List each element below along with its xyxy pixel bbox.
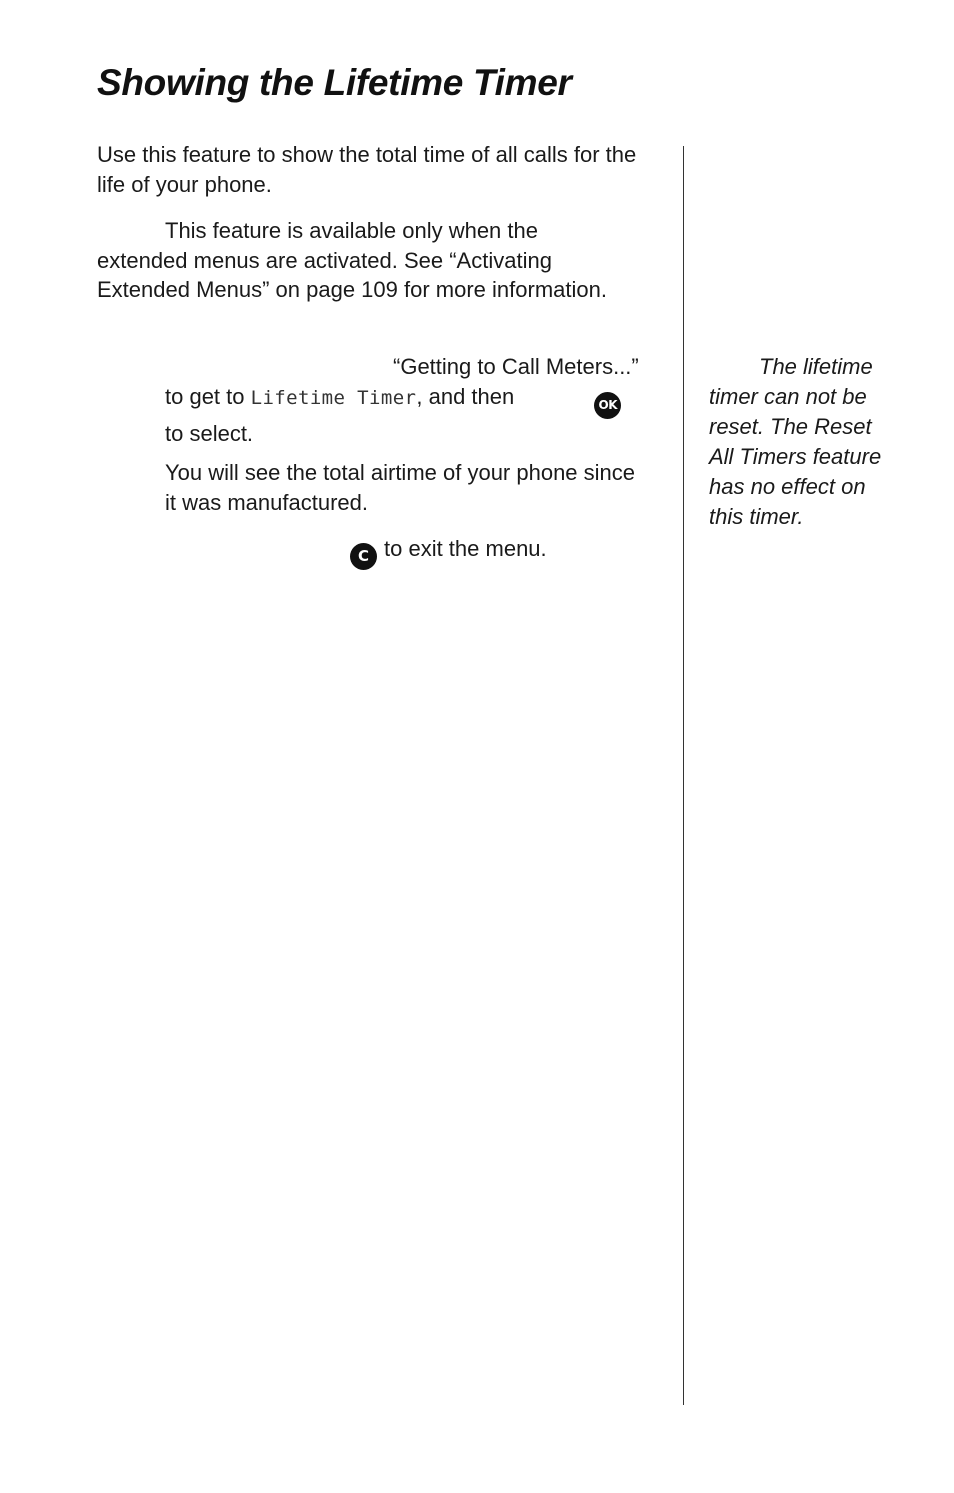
page-title: Showing the Lifetime Timer: [97, 62, 572, 103]
ok-key-icon: OK: [594, 392, 621, 419]
margin-divider: [683, 146, 684, 1405]
sidebar-note: [709, 352, 884, 532]
display-text-lifetime-timer: Lifetime Timer: [250, 386, 417, 409]
extended-menus-note-text: This feature is available only when the extended menus are activated. See “Activating Extended Menus” on page 109 for more information.: [97, 218, 607, 302]
intro-paragraph: Use this feature to show the total time of all calls for the life of your phone.: [97, 142, 637, 197]
extended-menus-note: [97, 216, 627, 305]
sidebar-note-text: The lifetime timer can not be reset. The Reset All Timers feature has no effect on this timer.: [709, 354, 882, 529]
step-1-text-a: “Getting to Call Meters...” to get to: [165, 354, 639, 409]
step-1-text-c: to select.: [165, 420, 254, 446]
step-3: [165, 534, 645, 570]
step-1: [165, 352, 645, 448]
c-key-icon: C: [350, 543, 377, 570]
step-3-text: to exit the menu.: [384, 536, 547, 561]
step-1-text-b: , and then: [416, 383, 515, 409]
step-2: You will see the total airtime of your phone since it was manufactured.: [165, 460, 636, 515]
